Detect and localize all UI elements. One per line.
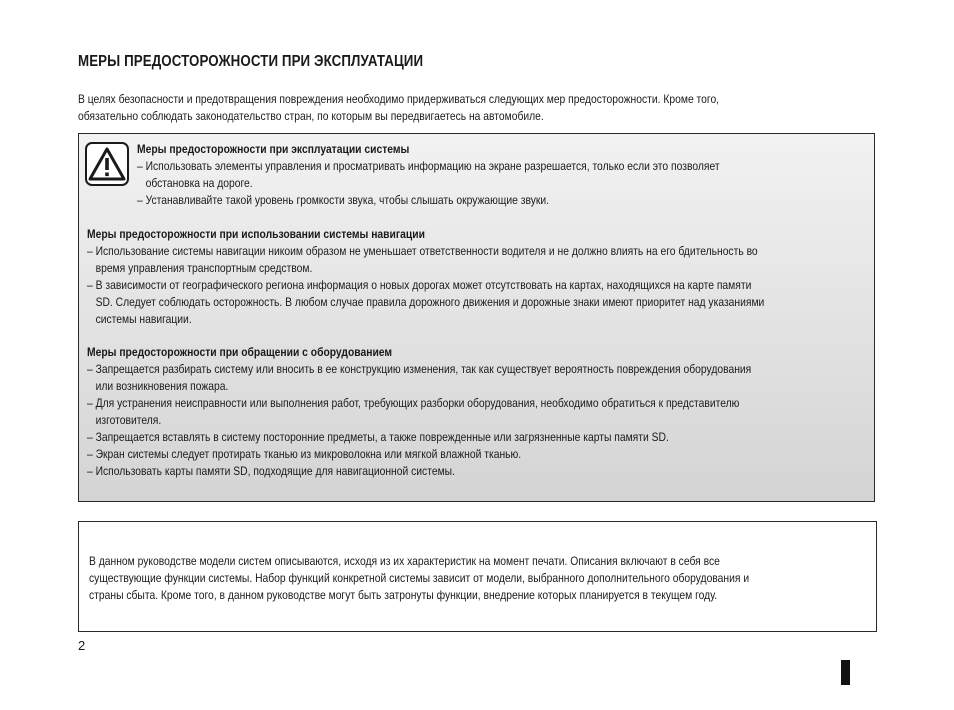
page-title: МЕРЫ ПРЕДОСТОРОЖНОСТИ ПРИ ЭКСПЛУАТАЦИИ [78, 53, 424, 70]
section-heading: Меры предосторожности при обращении с оборудованием [87, 345, 393, 359]
info-line: страны сбыта. Кроме того, в данном руководстве могут быть затронуты функции, внедрение которых планируется в текущем году. [89, 588, 718, 602]
info-box [78, 521, 877, 632]
section-heading: Меры предосторожности при эксплуатации системы [137, 142, 410, 156]
warning-section-equipment [87, 344, 751, 480]
section-line: – Использовать элементы управления и просматривать информацию на экране разрешается, только если это позволяет [137, 159, 720, 173]
section-line: – Использовать карты памяти SD, подходящие для навигационной системы. [87, 464, 455, 478]
page-number: 2 [78, 638, 86, 653]
intro-line: В целях безопасности и предотвращения повреждения необходимо придерживаться следующих мер предосторожности. Кроме того, [78, 92, 720, 106]
section-line: системы навигации. [95, 312, 192, 326]
section-line: – Устанавливайте такой уровень громкости звука, чтобы слышать окружающие звуки. [137, 193, 550, 207]
section-line: – Запрещается разбирать систему или вносить в ее конструкцию изменения, так как существует вероятность повреждения оборудования [87, 362, 752, 376]
intro-line: обязательно соблюдать законодательство стран, по которым вы передвигаетесь на автомобиле. [78, 109, 544, 123]
warning-box [78, 133, 875, 502]
page-edge-marker [841, 660, 850, 685]
intro-paragraph [78, 91, 719, 125]
warning-section-system [137, 141, 720, 209]
info-line: существующие функции системы. Набор функций конкретной системы зависит от модели, выбранного дополнительного оборудования и [89, 571, 750, 585]
section-line: – Экран системы следует протирать тканью из микроволокна или мягкой влажной тканью. [87, 447, 522, 461]
warning-triangle-icon [85, 142, 129, 186]
warning-section-navigation [87, 226, 764, 328]
section-line: – Для устранения неисправности или выполнения работ, требующих разборки оборудования, необходимо обратиться к представителю [87, 396, 740, 410]
section-heading: Меры предосторожности при использовании системы навигации [87, 227, 425, 241]
section-line: или возникновения пожара. [95, 379, 229, 393]
section-line: изготовителя. [95, 413, 162, 427]
section-line: – Использование системы навигации никоим образом не уменьшает ответственности водителя и не должно влиять на его бдительность во [87, 244, 758, 258]
section-line: обстановка на дороге. [145, 176, 253, 190]
section-line: – В зависимости от географического региона информация о новых дорогах может отсутствовать на картах, находящихся на карте памяти [87, 278, 752, 292]
info-paragraph [89, 553, 749, 604]
section-line: – Запрещается вставлять в систему посторонние предметы, а также поврежденные или загрязненные карты памяти SD. [87, 430, 669, 444]
info-line: В данном руководстве модели систем описываются, исходя из их характеристик на момент печати. Описания включают в себя все [89, 554, 720, 568]
section-line: время управления транспортным средством. [95, 261, 313, 275]
section-line: SD. Следует соблюдать осторожность. В любом случае правила дорожного движения и дорожные знаки имеют приоритет над указаниями [95, 295, 765, 309]
